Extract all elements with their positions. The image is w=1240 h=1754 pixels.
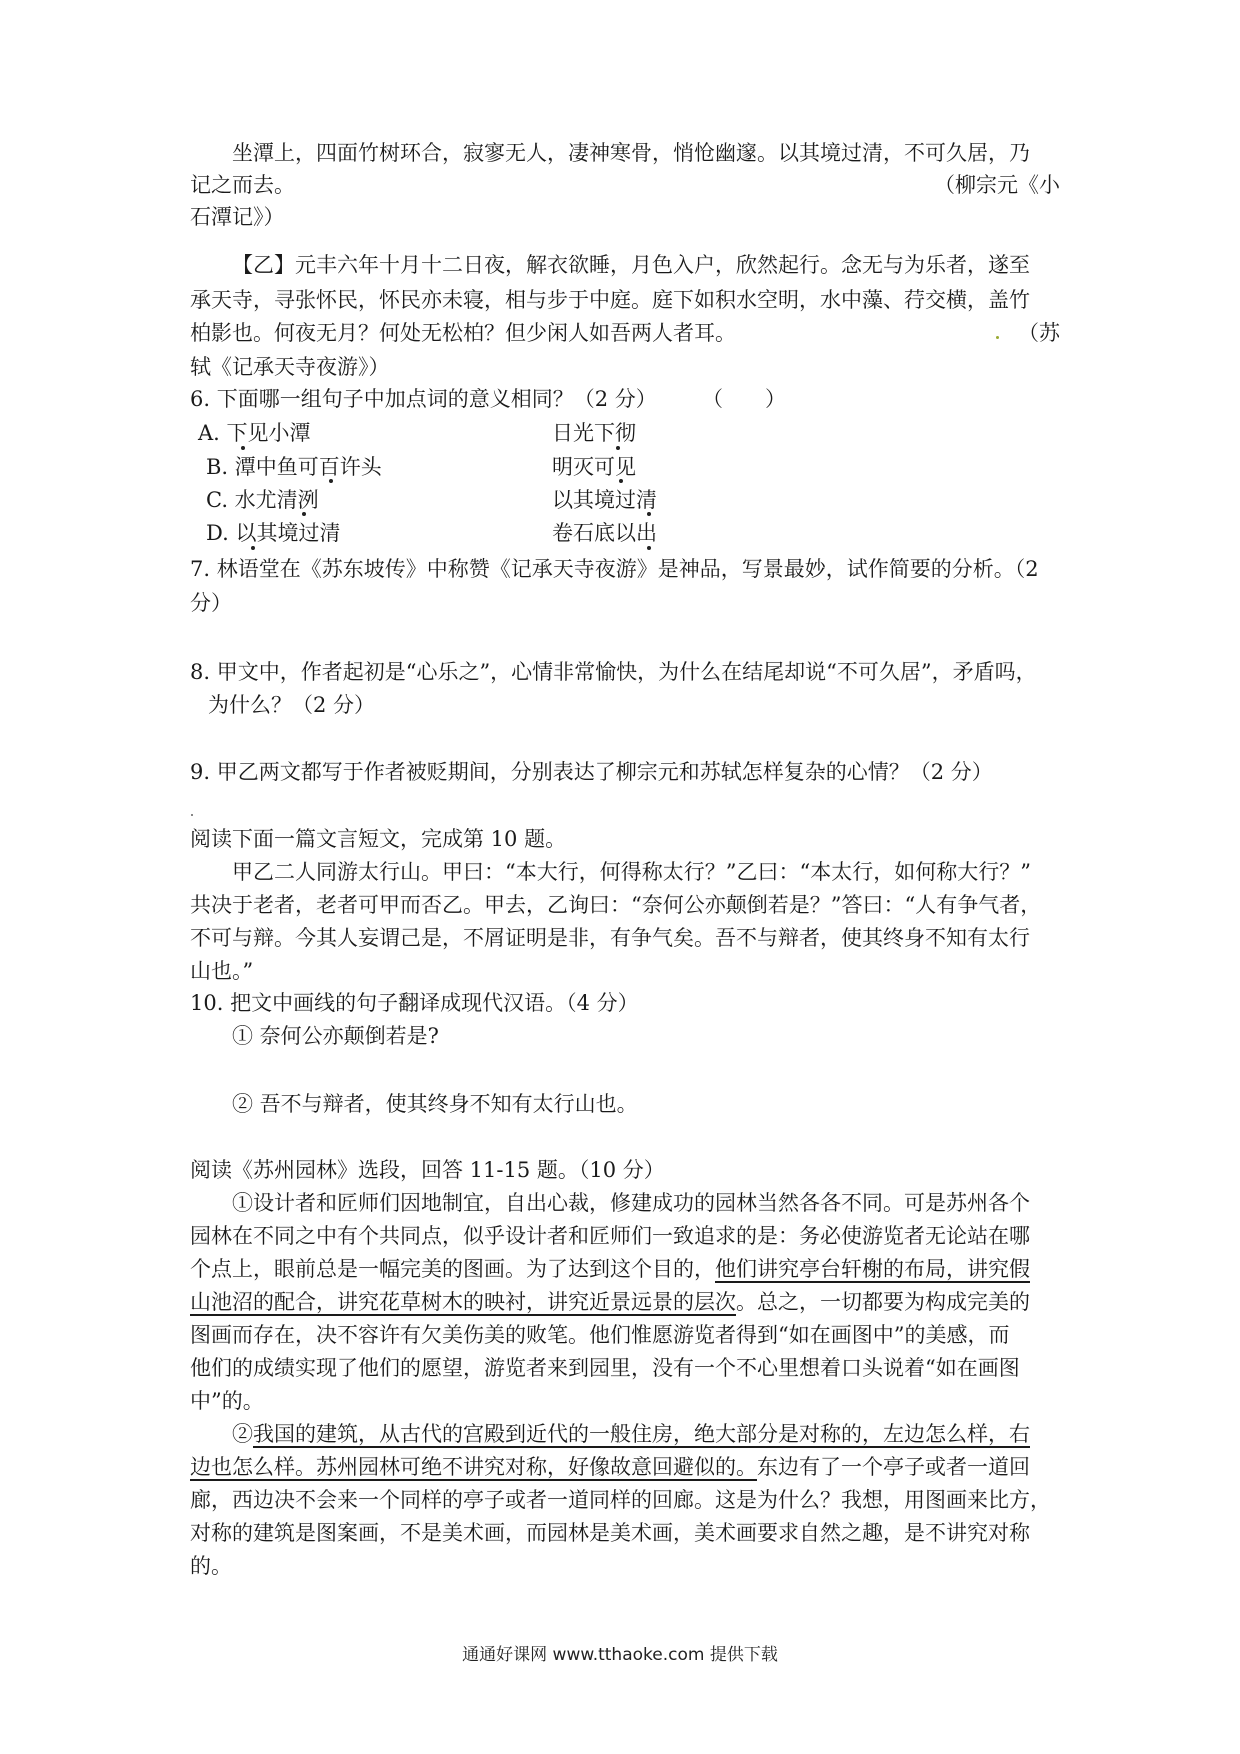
q8-line-1: 8. 甲文中，作者起初是“心乐之”，心情非常愉快，为什么在结尾却说“不可久居”，矛盾吗， (190, 660, 1037, 684)
emphasis-dot (619, 479, 623, 483)
underlined-sentence: 他们讲究亭台轩榭的布局，讲究假 (715, 1257, 1030, 1281)
q6-stem (190, 382, 1060, 416)
yi-line-4: 轼《记承天寺夜游》） (190, 355, 390, 379)
jia-line-2 (190, 168, 1060, 202)
emphasis-dot (241, 446, 245, 450)
suzhou-p2-line-2 (190, 1450, 1060, 1484)
q6-option-a-right: 日光下彻 (552, 421, 636, 445)
q6-option-d-left: D. 以其境过清 (206, 521, 341, 545)
suzhou-p1-line-2: 园林在不同之中有个共同点，似乎设计者和匠师们一致追求的是：务必使游览者无论站在哪 (190, 1224, 1030, 1248)
passage2-line-3: 不可与辩。今其人妄谓己是，不屑证明是非，有争气矣。吾不与辩者，使其终身不知有太行 (190, 926, 1030, 950)
q6-option-c-right: 以其境过清 (552, 488, 657, 512)
suzhou-p1-line-1: ①设计者和匠师们因地制宜，自出心裁，修建成功的园林当然各各不同。可是苏州各个 (232, 1191, 1030, 1215)
suzhou-p1-line-5: 图画而存在，决不容许有欠美伤美的败笔。他们惟愿游览者得到“如在画图中”的美感，而 (190, 1323, 1010, 1347)
page-footer: 通通好课网 www.tthaoke.com 提供下载 (462, 1645, 778, 1665)
passage2-intro: 阅读下面一篇文言短文，完成第 10 题。 (190, 827, 567, 851)
q6-stem-text: 6. 下面哪一组句子中加点词的意义相同？（2 分） (190, 387, 657, 411)
suzhou-p2-line-3: 廊，西边决不会来一个同样的亭子或者一道同样的回廊。这是为什么？我想，用图画来比方， (190, 1488, 1051, 1512)
suzhou-p2-line-2-plain: 东边有了一个亭子或者一道回 (757, 1455, 1030, 1479)
emphasis-dot (616, 446, 620, 450)
q6-option-row (0, 416, 1240, 450)
emphasis-dot (329, 479, 333, 483)
q6-answer-blank: （ ） (702, 387, 786, 411)
passage2-line-1: 甲乙二人同游太行山。甲曰：“本大行，何得称太行？”乙曰：“本太行，如何称大行？” (232, 860, 1031, 884)
suzhou-p2-line-1 (232, 1417, 1060, 1451)
emphasis-dot (251, 546, 255, 550)
underlined-sentence: 边也怎么样。苏州园林可绝不讲究对称，好像故意回避似的。 (190, 1455, 757, 1479)
q6-option-a-left: A. 下见小潭 (198, 421, 311, 445)
suzhou-p1-line-3 (190, 1252, 1060, 1286)
q8-line-2: 为什么？（2 分） (208, 693, 376, 717)
emphasis-dot (647, 512, 651, 516)
emphasis-dot (302, 512, 306, 516)
q6-option-row (0, 483, 1240, 517)
suzhou-p1-line-7: 中”的。 (190, 1389, 264, 1413)
yi-line-2: 承天寺，寻张怀民，怀民亦未寝，相与步于中庭。庭下如积水空明，水中藻、荇交横，盖竹 (190, 288, 1030, 312)
suzhou-p1-line-3-plain: 个点上，眼前总是一幅完美的图画。为了达到这个目的， (190, 1257, 715, 1281)
suzhou-p1-line-4-plain: 。总之，一切都要为构成完美的 (736, 1290, 1030, 1314)
suzhou-p2-line-4: 对称的建筑是图案画，不是美术画，而园林是美术画，美术画要求自然之趣，是不讲究对称 (190, 1521, 1030, 1545)
suzhou-p2-line-1-plain: ② (232, 1422, 253, 1446)
suzhou-p1-line-6: 他们的成绩实现了他们的愿望，游览者来到园里，没有一个不心里想着口头说着“如在画图 (190, 1356, 1020, 1380)
yi-line-3 (190, 316, 1060, 350)
q10-item-2: ② 吾不与辩者，使其终身不知有太行山也。 (232, 1092, 638, 1116)
emphasis-dot (647, 546, 651, 550)
yi-line-1: 【乙】元丰六年十月十二日夜，解衣欲睡，月色入户，欣然起行。念无与为乐者，遂至 (232, 253, 1030, 277)
suzhou-p2-line-5: 的。 (190, 1554, 232, 1578)
jia-line-2-text: 记之而去。 (190, 173, 295, 197)
q10-stem: 10. 把文中画线的句子翻译成现代汉语。（4 分） (190, 991, 639, 1015)
q7-line-1: 7. 林语堂在《苏东坡传》中称赞《记承天寺夜游》是神品，写景最妙，试作简要的分析。（2 (190, 557, 1039, 581)
q6-option-c-left: C. 水尤清洌 (206, 488, 319, 512)
passage2-line-4: 山也。” (190, 959, 254, 983)
jia-line-1: 坐潭上，四面竹树环合，寂寥无人，凄神寒骨，悄怆幽邃。以其境过清，不可久居，乃 (232, 141, 1030, 165)
jia-source-start: （柳宗元《小 (934, 173, 1060, 197)
underlined-sentence: 我国的建筑，从古代的宫殿到近代的一般住房，绝大部分是对称的，左边怎么样，右 (253, 1422, 1030, 1446)
yi-line-3-text: 柏影也。何夜无月？何处无松柏？但少闲人如吾两人者耳。 (190, 321, 736, 345)
q6-option-row (0, 516, 1240, 550)
passage2-line-2: 共决于老者，老者可甲而否乙。甲去，乙询曰：“奈何公亦颠倒若是？”答曰：“人有争气者， (190, 893, 1042, 917)
q9-stem: 9. 甲乙两文都写于作者被贬期间，分别表达了柳宗元和苏轼怎样复杂的心情？（2 分） (190, 760, 993, 784)
stray-mark (996, 336, 999, 339)
jia-line-3: 石潭记》） (190, 205, 285, 229)
q6-option-b-right: 明灭可见 (552, 455, 636, 479)
suzhou-p1-line-4 (190, 1285, 1060, 1319)
stray-mark (191, 814, 193, 816)
yi-source-start: （苏 (1018, 321, 1060, 345)
q10-item-1: ① 奈何公亦颠倒若是? (232, 1024, 439, 1048)
q6-option-d-right: 卷石底以出 (552, 521, 657, 545)
q7-line-2: 分） (190, 591, 232, 615)
suzhou-intro: 阅读《苏州园林》选段，回答 11-15 题。（10 分） (190, 1158, 665, 1182)
q6-option-b-left: B. 潭中鱼可百许头 (206, 455, 382, 479)
underlined-sentence: 山池沼的配合，讲究花草树木的映衬，讲究近景远景的层次 (190, 1290, 736, 1314)
